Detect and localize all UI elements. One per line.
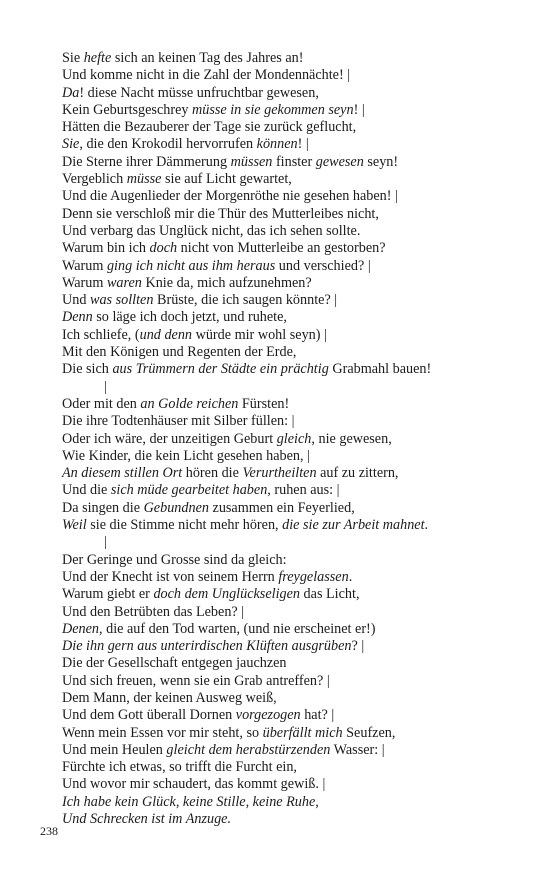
italic-segment: An diesem stillen Ort [62, 465, 183, 482]
text-segment: Grabmahl bauen! [328, 361, 432, 378]
text-line [62, 223, 532, 240]
italic-segment: sich müde gearbeitet haben [110, 482, 268, 499]
text-segment: Die Sterne ihrer Dämmerung [62, 153, 231, 170]
text-line [62, 119, 532, 136]
text-line [62, 448, 532, 465]
text-segment: Sie [62, 50, 84, 66]
text-line [62, 258, 532, 275]
text-segment: Fürchte ich etwas, so trifft die Furcht ein, [62, 759, 297, 776]
text-segment: Warum giebt er [62, 586, 154, 603]
text-line [62, 188, 532, 205]
text-segment: Und komme nicht in die Zahl der Mondennächte! | [62, 67, 351, 84]
text-segment: Warum bin ich [62, 240, 150, 257]
text-line [62, 776, 532, 793]
text-line [62, 500, 532, 517]
text-segment: ? | [351, 638, 365, 655]
text-segment: , nie gewesen, [311, 430, 392, 447]
text-line [62, 690, 532, 707]
italic-segment: gleich [276, 430, 312, 447]
text-line [62, 811, 532, 828]
poem-text [62, 50, 532, 828]
text-segment: | [104, 534, 107, 551]
text-segment: sich an keinen Tag des Jahres an! [111, 50, 304, 66]
text-line [62, 344, 532, 361]
italic-segment: und denn [139, 326, 193, 343]
text-segment: Fürsten! [238, 395, 290, 412]
text-segment: das Licht, [300, 586, 360, 603]
text-segment: Da singen die [62, 499, 144, 516]
text-line [62, 759, 532, 776]
text-line [62, 431, 532, 448]
text-line [62, 240, 532, 257]
text-line [62, 586, 532, 603]
text-line [62, 361, 532, 378]
text-line [62, 327, 532, 344]
text-segment: finster [272, 153, 316, 170]
text-line [62, 742, 532, 759]
text-line [62, 102, 532, 119]
text-segment: Und den Betrübten das Leben? | [62, 603, 245, 620]
text-segment: Und die Augenlieder der Morgenröthe nie gesehen haben! | [62, 188, 398, 205]
text-segment: Warum [62, 257, 107, 274]
text-segment: Oder mit den [62, 395, 141, 412]
italic-segment: doch dem Unglückseligen [153, 586, 300, 603]
text-segment: | [104, 378, 107, 395]
italic-segment: die sie zur Arbeit mahnet [282, 517, 425, 534]
text-line [62, 482, 532, 499]
italic-segment: Die ihn gern aus unterirdischen Klüften ausgrüben [62, 638, 352, 655]
text-segment: Oder ich wäre, der unzeitigen Geburt [62, 430, 277, 447]
italic-segment: vorgezogen [235, 707, 301, 724]
text-segment: Kein Geburtsgeschrey [62, 101, 193, 118]
text-segment: Und dem Gott überall Dornen [62, 707, 236, 724]
text-segment: Knie da, mich aufzunehmen? [141, 274, 312, 291]
text-line [62, 534, 532, 551]
text-segment: . [348, 568, 353, 585]
text-line [62, 379, 532, 396]
italic-segment: aus Trümmern der Städte ein prächtig [112, 361, 329, 378]
text-line [62, 655, 532, 672]
italic-segment: Gebundnen [143, 499, 209, 516]
text-segment: Und der Knecht ist von seinem Herrn [62, 568, 279, 585]
italic-segment: müsse in sie gekommen seyn [192, 101, 354, 118]
text-line [62, 136, 532, 153]
text-line [62, 465, 532, 482]
text-segment: Und mein Heulen [62, 741, 167, 758]
text-segment: auf zu zittern, [316, 465, 399, 482]
text-line [62, 569, 532, 586]
text-segment: Vergeblich [62, 171, 127, 188]
text-segment: Denn sie verschloß mir die Thür des Mutterleibes nicht, [62, 205, 379, 222]
text-segment: und verschied? | [275, 257, 371, 274]
text-segment: Und [62, 292, 90, 309]
text-segment: ! diese Nacht müsse unfruchtbar gewesen, [79, 84, 319, 101]
text-line [62, 309, 532, 326]
text-segment: , ruhen aus: | [267, 482, 340, 499]
page-number: 238 [40, 824, 58, 838]
italic-segment: an Golde reichen [140, 395, 239, 412]
text-line [62, 794, 532, 811]
text-segment: Warum [62, 274, 107, 291]
text-segment: sie die Stimme nicht mehr hören, [86, 517, 283, 534]
italic-segment: Verurtheilten [242, 465, 317, 482]
text-line [62, 292, 532, 309]
italic-segment: müsse [126, 171, 162, 188]
italic-segment: gleicht dem herabstürzenden [166, 741, 331, 758]
text-line [62, 171, 532, 188]
text-segment: hat? | [300, 707, 335, 724]
text-segment: Und sich freuen, wenn sie ein Grab antreffen? | [62, 672, 330, 689]
text-line [62, 552, 532, 569]
text-segment: Wasser: | [330, 741, 385, 758]
text-segment: Die ihre Todtenhäuser mit Silber füllen: | [62, 413, 295, 430]
italic-segment: ging ich nicht aus ihm heraus [106, 257, 276, 274]
italic-segment: Weil [62, 517, 87, 534]
text-segment: Die der Gesellschaft entgegen jauchzen [62, 655, 287, 672]
italic-segment: freygelassen [278, 568, 349, 585]
text-line [62, 638, 532, 655]
text-segment: , die den Krokodil hervorrufen [79, 136, 257, 153]
text-segment: Hätten die Bezauberer der Tage sie zurück geflucht, [62, 119, 357, 136]
text-line [62, 206, 532, 223]
text-segment: Und die [62, 482, 111, 499]
text-segment: Die sich [62, 361, 113, 378]
text-line [62, 621, 532, 638]
text-line [62, 85, 532, 102]
italic-segment: waren [106, 274, 142, 291]
text-segment: ! | [297, 136, 309, 153]
text-segment: Ich schliefe, ( [62, 326, 140, 343]
italic-segment: Denen [62, 620, 100, 637]
italic-segment: hefte [83, 50, 112, 66]
text-segment: würde mir wohl seyn) | [192, 326, 327, 343]
text-line [62, 725, 532, 742]
text-segment: Wie Kinder, die kein Licht gesehen haben, | [62, 447, 310, 464]
text-segment: so läge ich doch jetzt, und ruhete, [92, 309, 287, 326]
italic-segment: Da [62, 84, 80, 101]
italic-segment: Sie [62, 136, 80, 153]
text-segment: Wenn mein Essen vor mir steht, so [62, 724, 263, 741]
text-segment: Und verbarg das Unglück nicht, das ich sehen sollte. [62, 222, 361, 239]
text-segment: sie auf Licht gewartet, [161, 171, 292, 188]
text-line [62, 673, 532, 690]
text-line [62, 67, 532, 84]
italic-segment: können [256, 136, 298, 153]
text-segment: nicht von Mutterleibe an gestorben? [177, 240, 386, 257]
text-line [62, 396, 532, 413]
text-segment: . [424, 517, 429, 534]
italic-segment: was sollten [89, 292, 154, 309]
italic-segment: Denn [62, 309, 93, 326]
italic-segment: gewesen [315, 153, 364, 170]
italic-segment: müssen [230, 153, 273, 170]
italic-segment: Ich habe kein Glück, keine Stille, keine Ruhe, [62, 793, 319, 810]
text-segment: Mit den Königen und Regenten der Erde, [62, 344, 297, 361]
italic-segment: Und Schrecken ist im Anzuge. [62, 811, 232, 828]
text-segment: Seufzen, [342, 724, 396, 741]
text-line [62, 154, 532, 171]
text-segment: , die auf den Tod warten, (und nie erscheinet er!) [99, 620, 376, 637]
text-line [62, 517, 532, 534]
text-segment: hören die [182, 465, 243, 482]
text-segment: seyn! [363, 153, 399, 170]
text-line [62, 707, 532, 724]
text-line [62, 604, 532, 621]
text-segment: zusammen ein Feyerlied, [208, 499, 355, 516]
italic-segment: überfällt mich [262, 724, 343, 741]
text-line [62, 50, 532, 67]
text-line [62, 275, 532, 292]
text-segment: Brüste, die ich saugen könnte? | [153, 292, 338, 309]
text-segment: Der Geringe und Grosse sind da gleich: [62, 551, 287, 568]
text-segment: ! | [353, 101, 365, 118]
italic-segment: doch [149, 240, 178, 257]
text-segment: Und wovor mir schaudert, das kommt gewiß. | [62, 776, 326, 793]
text-segment: Dem Mann, der keinen Ausweg weiß, [62, 689, 277, 706]
text-line [62, 413, 532, 430]
